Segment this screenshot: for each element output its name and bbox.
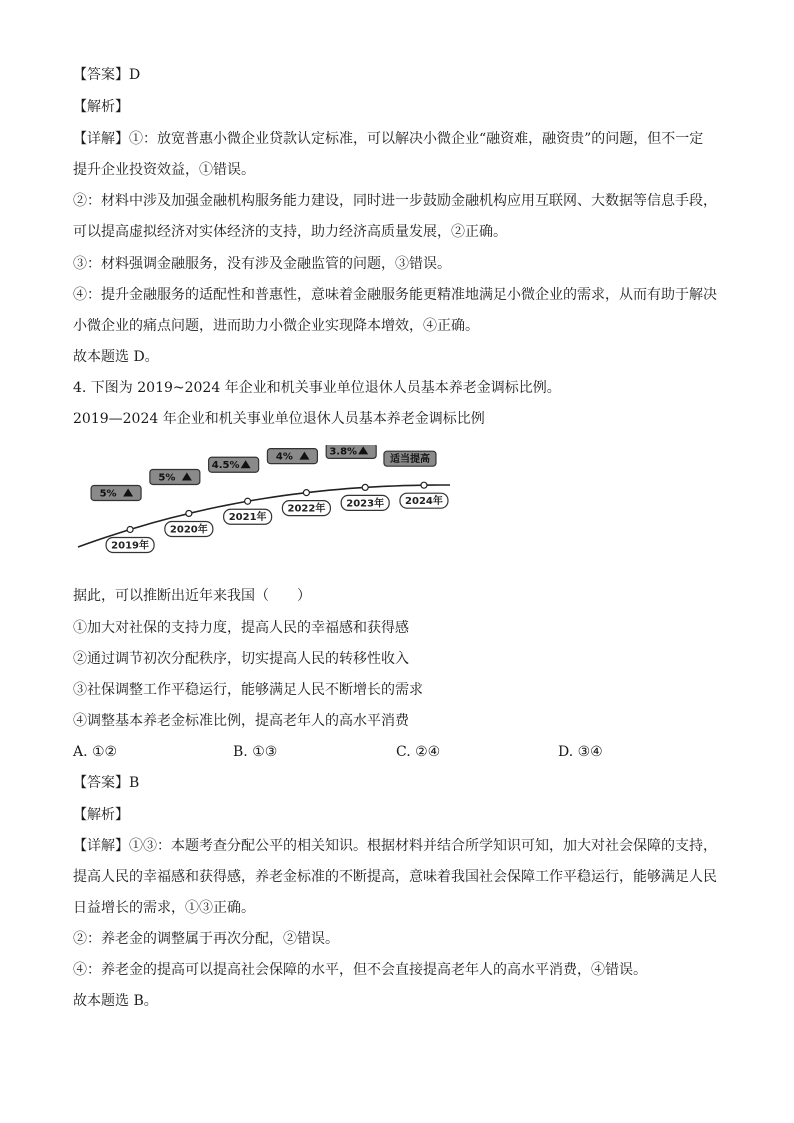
rate-label: 5% [99, 488, 117, 500]
option-a: A. ①② [73, 744, 118, 760]
q3-detail-line: 【详解】①：放宽普惠小微企业贷款认定标准，可以解决小微企业“融资难，融资贵”的问题，但不一定 [73, 131, 704, 147]
data-point [421, 482, 427, 488]
year-label [341, 495, 389, 510]
rate-badge [326, 445, 376, 458]
year-label [282, 501, 330, 516]
q4-stem: 4. 下图为 2019~2024 年企业和机关事业单位退休人员基本养老金调标比例。 [73, 380, 561, 396]
q4-answer: 【答案】B [73, 775, 140, 791]
year-label-text: 2022年 [287, 503, 326, 515]
q4-detail-line: 日益增长的需求，①③正确。 [73, 900, 255, 916]
year-label-text: 2021年 [228, 512, 267, 524]
year-label [165, 521, 213, 536]
data-point [245, 498, 251, 504]
rate-badge [209, 457, 259, 472]
q4-prompt: 据此，可以推断出近年来我国（ ） [73, 588, 311, 604]
rate-badge [150, 469, 200, 484]
year-label [224, 509, 272, 524]
data-point [362, 484, 368, 490]
q4-detail-line: 提高人民的幸福感和获得感，养老金标准的不断提高，意味着我国社会保障工作平稳运行，能够满足人民 [73, 869, 717, 885]
q4-statement: ④调整基本养老金标准比例，提高老年人的高水平消费 [73, 713, 409, 729]
q3-conclusion: 故本题选 D。 [73, 349, 159, 365]
rate-badge [384, 451, 436, 466]
q4-statement: ③社保调整工作平稳运行，能够满足人民不断增长的需求 [73, 682, 423, 698]
q3-detail-line: ③：材料强调金融服务，没有涉及金融监管的问题，③错误。 [73, 256, 451, 272]
q3-analysis-heading: 【解析】 [73, 99, 129, 115]
year-label-text: 2020年 [169, 524, 208, 536]
q3-detail-line: ④：提升金融服务的适配性和普惠性，意味着金融服务能更精准地满足小微企业的需求，从而有助于解决 [73, 287, 717, 303]
q4-statement: ②通过调节初次分配秩序，切实提高人民的转移性收入 [73, 651, 409, 667]
data-point [186, 510, 192, 516]
data-point [303, 490, 309, 496]
option-b: B. ①③ [233, 744, 278, 760]
rate-label: 适当提高 [389, 454, 430, 466]
rate-badge [267, 449, 317, 464]
q4-chart-caption: 2019—2024 年企业和机关事业单位退休人员基本养老金调标比例 [73, 411, 485, 427]
q4-detail-line: 【详解】①③：本题考查分配公平的相关知识。根据材料并结合所学知识可知，加大对社会保障的支持， [73, 838, 717, 854]
rate-label: 4% [275, 451, 293, 463]
rate-label: 4.5% [211, 460, 240, 472]
year-label-text: 2019年 [111, 540, 150, 552]
rate-label: 3.8% [329, 446, 358, 458]
option-d: D. ③④ [558, 744, 603, 760]
rate-label: 5% [158, 472, 176, 484]
q4-analysis-heading: 【解析】 [73, 807, 129, 823]
year-label [106, 537, 154, 552]
q4-statement: ①加大对社保的支持力度，提高人民的幸福感和获得感 [73, 620, 409, 636]
rate-badge [91, 485, 141, 500]
q3-detail-line: ②：材料中涉及加强金融机构服务能力建设，同时进一步鼓励金融机构应用互联网、大数据等信息手段， [73, 193, 717, 209]
q4-conclusion: 故本题选 B。 [73, 993, 158, 1009]
q3-detail-line: 提升企业投资效益，①错误。 [73, 162, 255, 178]
data-point [127, 526, 133, 532]
q3-detail-line: 可以提高虚拟经济对实体经济的支持，助力经济高质量发展，②正确。 [73, 224, 507, 240]
q3-answer: 【答案】D [73, 67, 141, 83]
year-label-text: 2024年 [405, 496, 443, 508]
q4-detail-line: ④：养老金的提高可以提高社会保障的水平，但不会直接提高老年人的高水平消费，④错误。 [73, 962, 647, 978]
pension-adjustment-chart [70, 445, 460, 575]
year-label [400, 493, 448, 508]
year-label-text: 2023年 [346, 498, 385, 510]
option-c: C. ②④ [396, 744, 441, 760]
q4-detail-line: ②：养老金的调整属于再次分配，②错误。 [73, 931, 339, 947]
q3-detail-line: 小微企业的痛点问题，进而助力小微企业实现降本增效，④正确。 [73, 318, 479, 334]
